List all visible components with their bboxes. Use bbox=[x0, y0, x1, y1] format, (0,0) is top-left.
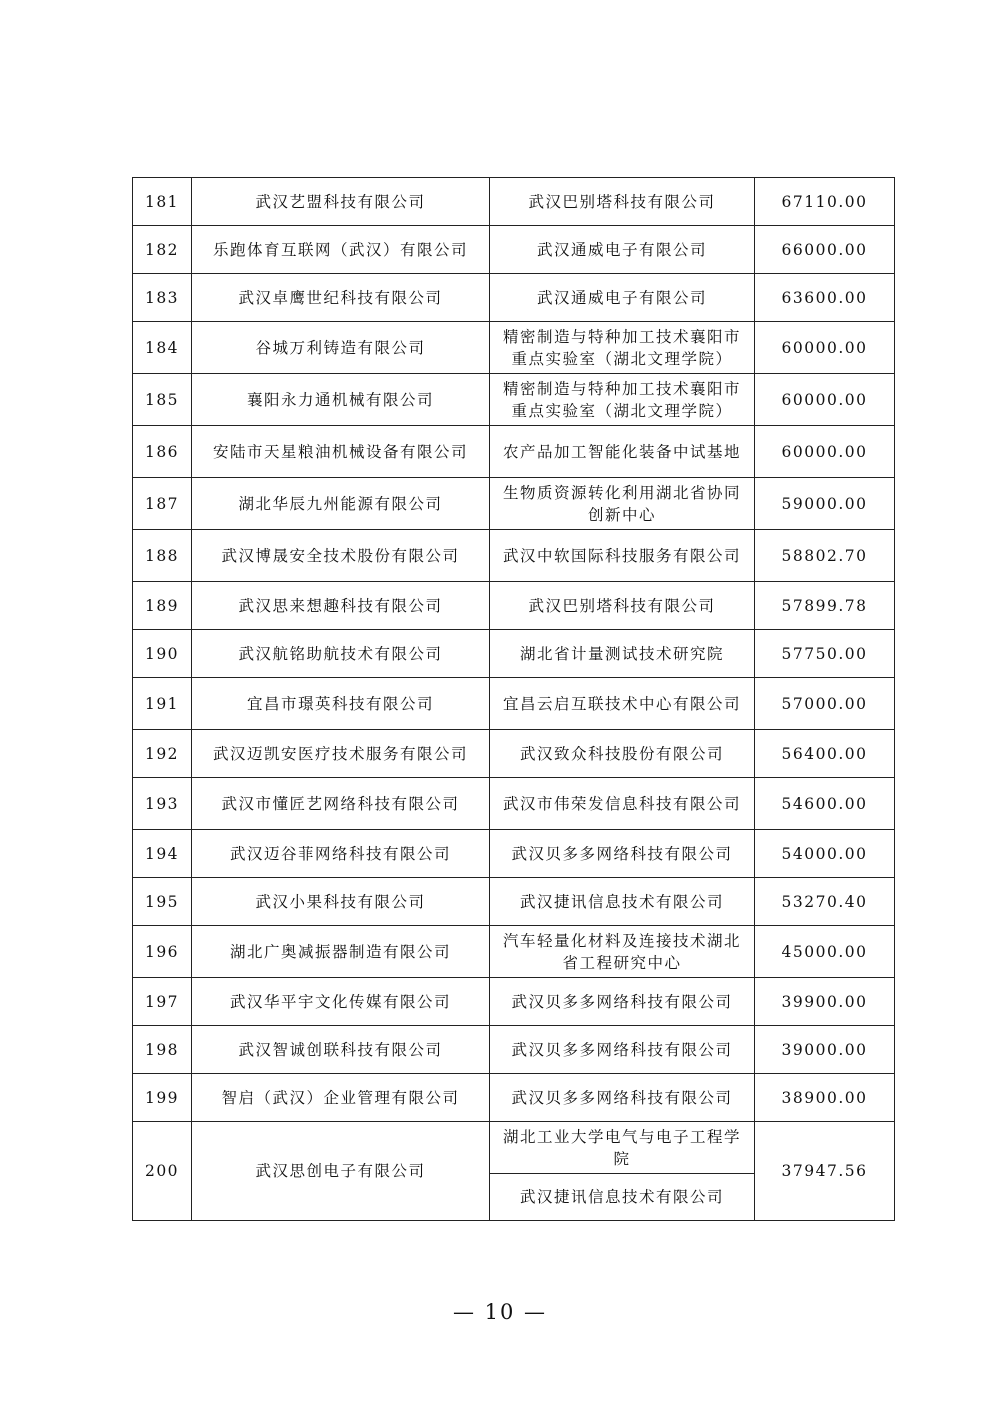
amount: 54000.00 bbox=[755, 830, 895, 878]
company-name: 武汉市懂匠艺网络科技有限公司 bbox=[192, 778, 490, 830]
table-body bbox=[133, 178, 895, 1221]
amount: 45000.00 bbox=[755, 926, 895, 978]
company-name: 襄阳永力通机械有限公司 bbox=[192, 374, 490, 426]
partner-name: 武汉市伟荣发信息科技有限公司 bbox=[490, 778, 755, 830]
row-number: 189 bbox=[133, 582, 192, 630]
partner-name: 武汉巴别塔科技有限公司 bbox=[490, 582, 755, 630]
table-row bbox=[133, 1074, 895, 1122]
row-number: 195 bbox=[133, 878, 192, 926]
company-name: 湖北广奥减振器制造有限公司 bbox=[192, 926, 490, 978]
row-number: 190 bbox=[133, 630, 192, 678]
company-name: 武汉思创电子有限公司 bbox=[192, 1122, 490, 1221]
amount: 57000.00 bbox=[755, 678, 895, 730]
table-row bbox=[133, 778, 895, 830]
company-name: 宜昌市璟英科技有限公司 bbox=[192, 678, 490, 730]
amount: 56400.00 bbox=[755, 730, 895, 778]
company-name: 武汉思来想趣科技有限公司 bbox=[192, 582, 490, 630]
row-number: 181 bbox=[133, 178, 192, 226]
partner-name: 湖北工业大学电气与电子工程学院 bbox=[490, 1122, 755, 1174]
partner-name: 农产品加工智能化装备中试基地 bbox=[490, 426, 755, 478]
table-row bbox=[133, 926, 895, 978]
amount: 63600.00 bbox=[755, 274, 895, 322]
company-name: 武汉华平宇文化传媒有限公司 bbox=[192, 978, 490, 1026]
funding-table bbox=[132, 177, 895, 1221]
partner-name: 武汉通威电子有限公司 bbox=[490, 226, 755, 274]
partner-name: 武汉中软国际科技服务有限公司 bbox=[490, 530, 755, 582]
table-row bbox=[133, 274, 895, 322]
amount: 53270.40 bbox=[755, 878, 895, 926]
table-row bbox=[133, 1026, 895, 1074]
row-number: 188 bbox=[133, 530, 192, 582]
company-name: 武汉博晟安全技术股份有限公司 bbox=[192, 530, 490, 582]
row-number: 193 bbox=[133, 778, 192, 830]
table-row bbox=[133, 830, 895, 878]
amount: 38900.00 bbox=[755, 1074, 895, 1122]
amount: 59000.00 bbox=[755, 478, 895, 530]
company-name: 武汉智诚创联科技有限公司 bbox=[192, 1026, 490, 1074]
company-name: 武汉航铭助航技术有限公司 bbox=[192, 630, 490, 678]
row-number: 200 bbox=[133, 1122, 192, 1221]
partner-name: 武汉贝多多网络科技有限公司 bbox=[490, 978, 755, 1026]
company-name: 武汉迈凯安医疗技术服务有限公司 bbox=[192, 730, 490, 778]
amount: 37947.56 bbox=[755, 1122, 895, 1221]
partner-name: 武汉捷讯信息技术有限公司 bbox=[490, 1174, 755, 1221]
amount: 57750.00 bbox=[755, 630, 895, 678]
partner-name: 武汉通威电子有限公司 bbox=[490, 274, 755, 322]
company-name: 湖北华辰九州能源有限公司 bbox=[192, 478, 490, 530]
table-row bbox=[133, 630, 895, 678]
amount: 60000.00 bbox=[755, 322, 895, 374]
table-row bbox=[133, 178, 895, 226]
row-number: 192 bbox=[133, 730, 192, 778]
partner-name: 武汉巴别塔科技有限公司 bbox=[490, 178, 755, 226]
table-row bbox=[133, 530, 895, 582]
table-row bbox=[133, 878, 895, 926]
company-name: 武汉卓鹰世纪科技有限公司 bbox=[192, 274, 490, 322]
company-name: 武汉迈谷菲网络科技有限公司 bbox=[192, 830, 490, 878]
partner-name: 武汉贝多多网络科技有限公司 bbox=[490, 1074, 755, 1122]
table-row bbox=[133, 322, 895, 374]
table-row bbox=[133, 478, 895, 530]
amount: 57899.78 bbox=[755, 582, 895, 630]
row-number: 187 bbox=[133, 478, 192, 530]
row-number: 194 bbox=[133, 830, 192, 878]
company-name: 武汉艺盟科技有限公司 bbox=[192, 178, 490, 226]
partner-name: 武汉贝多多网络科技有限公司 bbox=[490, 830, 755, 878]
amount: 60000.00 bbox=[755, 426, 895, 478]
row-number: 199 bbox=[133, 1074, 192, 1122]
table-row bbox=[133, 582, 895, 630]
row-number: 197 bbox=[133, 978, 192, 1026]
table-row bbox=[133, 978, 895, 1026]
amount: 67110.00 bbox=[755, 178, 895, 226]
partner-name: 武汉贝多多网络科技有限公司 bbox=[490, 1026, 755, 1074]
row-number: 191 bbox=[133, 678, 192, 730]
partner-name: 宜昌云启互联技术中心有限公司 bbox=[490, 678, 755, 730]
partner-name: 汽车轻量化材料及连接技术湖北省工程研究中心 bbox=[490, 926, 755, 978]
partner-name: 精密制造与特种加工技术襄阳市重点实验室（湖北文理学院） bbox=[490, 322, 755, 374]
partner-name: 生物质资源转化利用湖北省协同创新中心 bbox=[490, 478, 755, 530]
table-row bbox=[133, 730, 895, 778]
partner-name: 武汉捷讯信息技术有限公司 bbox=[490, 878, 755, 926]
table-row bbox=[133, 426, 895, 478]
row-number: 186 bbox=[133, 426, 192, 478]
table-row bbox=[133, 374, 895, 426]
amount: 54600.00 bbox=[755, 778, 895, 830]
amount: 58802.70 bbox=[755, 530, 895, 582]
partner-name: 武汉致众科技股份有限公司 bbox=[490, 730, 755, 778]
company-name: 谷城万利铸造有限公司 bbox=[192, 322, 490, 374]
amount: 60000.00 bbox=[755, 374, 895, 426]
row-number: 196 bbox=[133, 926, 192, 978]
row-number: 182 bbox=[133, 226, 192, 274]
row-number: 185 bbox=[133, 374, 192, 426]
row-number: 184 bbox=[133, 322, 192, 374]
company-name: 武汉小果科技有限公司 bbox=[192, 878, 490, 926]
amount: 66000.00 bbox=[755, 226, 895, 274]
partner-name: 精密制造与特种加工技术襄阳市重点实验室（湖北文理学院） bbox=[490, 374, 755, 426]
table-row bbox=[133, 1122, 895, 1174]
row-number: 183 bbox=[133, 274, 192, 322]
table-row bbox=[133, 226, 895, 274]
company-name: 智启（武汉）企业管理有限公司 bbox=[192, 1074, 490, 1122]
table-row bbox=[133, 678, 895, 730]
company-name: 安陆市天星粮油机械设备有限公司 bbox=[192, 426, 490, 478]
partner-name: 湖北省计量测试技术研究院 bbox=[490, 630, 755, 678]
page-number: — 10 — bbox=[452, 1300, 548, 1324]
amount: 39900.00 bbox=[755, 978, 895, 1026]
row-number: 198 bbox=[133, 1026, 192, 1074]
company-name: 乐跑体育互联网（武汉）有限公司 bbox=[192, 226, 490, 274]
amount: 39000.00 bbox=[755, 1026, 895, 1074]
